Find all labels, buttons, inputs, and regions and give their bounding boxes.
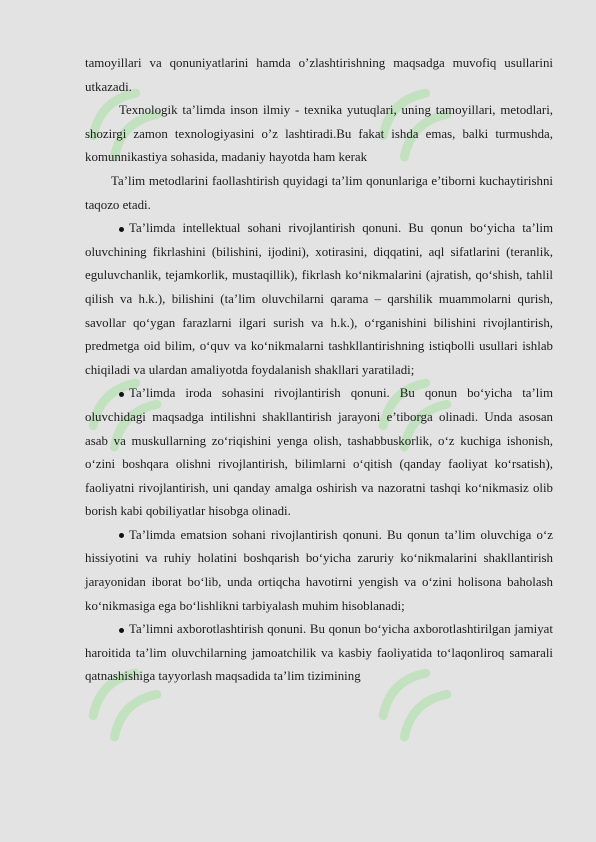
paragraph: Ta’lim metodlarini faollashtirish quyidagi ta’lim qonunlariga e’tiborni kuchaytirishni taqozo etadi. xyxy=(85,173,553,212)
bullet-icon xyxy=(119,533,124,538)
bullet-icon xyxy=(119,392,124,397)
document-body xyxy=(85,52,553,689)
bullet-item xyxy=(85,382,553,524)
bullet-item xyxy=(85,217,553,382)
bullet-item xyxy=(85,618,553,689)
bullet-text: Ta’limni axborotlashtirish qonuni. Bu qonun bo‘yicha axborotlashtirilgan jamiyat haroitida ta’lim oluvchilarning jamoatchilik va kasbiy faoliyatida to‘laqonliroq samarali qatnashishiga tayyorlash maqsadida ta’lim tizimining xyxy=(85,622,553,684)
paragraph-continuation: tamoyillari va qonuniyatlarini hamda o’zlashtirishning maqsadga muvofiq usullarini utkazadi. xyxy=(85,56,553,94)
bullet-text: Ta’limda iroda sohasini rivojlantirish qonuni. Bu qonun bo‘yicha ta’lim oluvchidagi maqsadga intilishni shakllantirish jarayoni e’tiborga olinadi. Unda asosan asab va muskullarning zo‘riqishini yenga olish, tashabbuskorlik, o‘z kuchiga ishonish, o‘zini boshqara olishni rivojlantirish, bilimlarni o‘qitish (qanday faoliyat ko‘rsatish), faoliyatni rivojlantirish, uni qanday amalga oshirish va nazoratni tashqi ko‘nikmasiz olib borish kabi qobiliyatlar hisobga olinadi. xyxy=(85,386,553,519)
paragraph: Texnologik ta’limda inson ilmiy - texnika yutuqlari, uning tamoyillari, metodlari, shozirgi zamon texnologiyasini o’z lashtiradi.Bu fakat ishda emas, balki turmushda, komunnikastiya sohasida, madaniy hayotda ham kerak xyxy=(85,103,553,165)
bullet-icon xyxy=(119,227,124,232)
bullet-item xyxy=(85,524,553,618)
bullet-icon xyxy=(119,628,124,633)
bullet-text: Ta’limda intellektual sohani rivojlantirish qonuni. Bu qonun bo‘yicha ta’lim oluvchining fikrlashini (bilishini, ijodini), xotirasini, diqqatini, aql sifatlarini (teranlik, eguluvchanlik, tejamkorlik, mustaqillik), fikrlash ko‘nikmalarini (ajratish, qo‘shish, tahlil qilish va h.k.), bilishini (ta’lim oluvchilarni qarama – qarshilik muammolarni qurish, savollar qo‘ygan farazlarni ilgari surish va h.k.), o‘rganishini bilishini rivojlantirish, predmetga oid bilim, o‘quv va ko‘nikmalarni tashkllantirishning istiqbolli usullari ishlab chiqiladi va ulardan amaliyotda foydalanish shakllari yaratiladi; xyxy=(85,221,553,377)
bullet-text: Ta’limda ematsion sohani rivojlantirish qonuni. Bu qonun ta’lim oluvchiga o‘z hissiyotini va ruhiy holatini boshqarish bo‘yicha zaruriy ko‘nikmalarini shakllantirish jarayonidan iborat bo‘lib, unda ortiqcha havotirni yengish va o‘zini holisona baholash ko‘nikmasiga ega bo‘lishlikni tarbiyalash muhim hisoblanadi; xyxy=(85,527,553,613)
